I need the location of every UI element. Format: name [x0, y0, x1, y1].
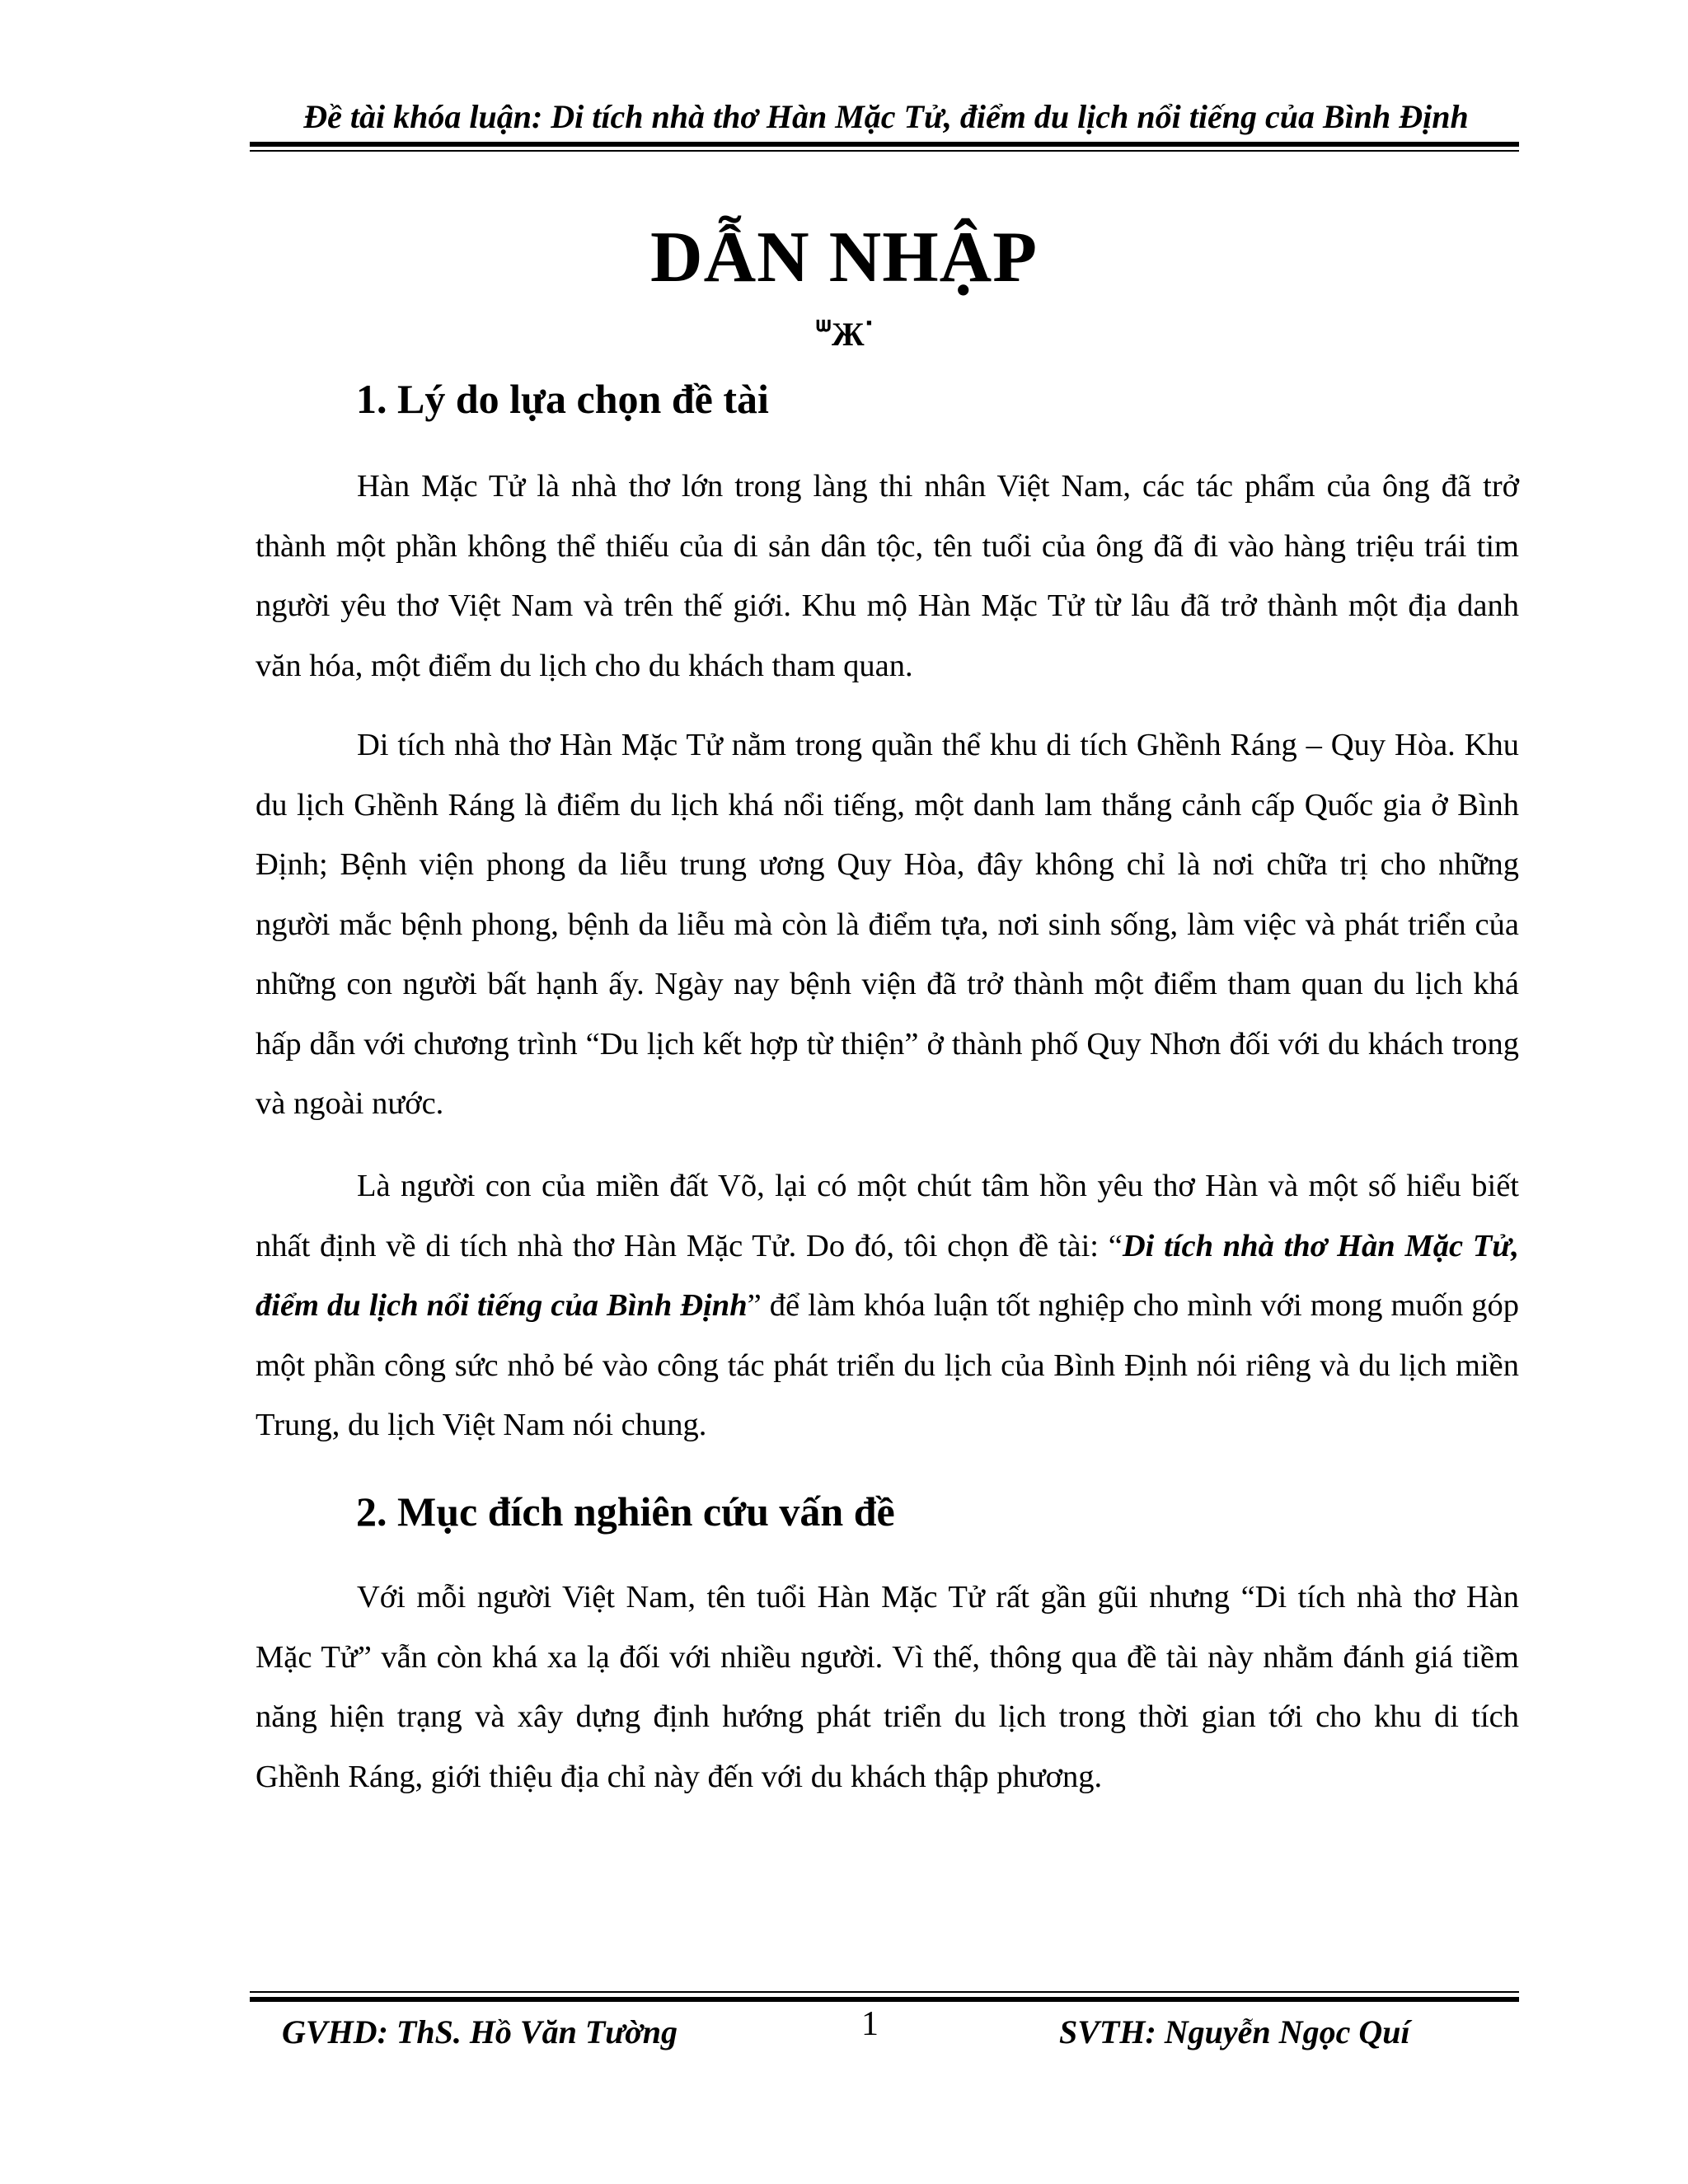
footer-rule-thick [250, 1997, 1519, 2002]
footer-rule-thin [250, 1991, 1519, 1993]
section-1-paragraph-2: Di tích nhà thơ Hàn Mặc Tử nằm trong quần thể khu di tích Ghềnh Ráng – Quy Hòa. Khu du lịch Ghềnh Ráng là điểm du lịch khá nổi tiếng, một danh lam thắng cảnh cấp Quốc gia ở Bình Định; Bệnh viện phong da liễu trung ương Quy Hòa, đây không chỉ là nơi chữa trị cho những người mắc bệnh phong, bệnh da liễu mà còn là điểm tựa, nơi sinh sống, làm việc và phát triển của những con người bất hạnh ấy. Ngày nay bệnh viện đã trở thành một điểm tham quan du lịch khá hấp dẫn với chương trình “Du lịch kết hợp từ thiện” ở thành phố Quy Nhơn đối với du khách trong và ngoài nước. [256, 728, 1519, 1121]
paragraph-3-text-before: Là người con của miền đất Võ, lại có một chút tâm hồn yêu thơ Hàn và một số hiểu biết nhất định về di tích nhà thơ Hàn Mặc Tử. Do đó, tôi chọn đề tài: “ [256, 1169, 1519, 1263]
header-rule-thick [250, 142, 1519, 147]
chapter-title: DẪN NHẬP [650, 218, 1038, 298]
advisor-label: GVHD: ThS. Hồ Văn Tường [282, 2013, 678, 2050]
section-1-heading: 1. Lý do lựa chọn đề tài [356, 376, 769, 422]
section-1-paragraph-3 [256, 1156, 1519, 1455]
section-2-heading: 2. Mục đích nghiên cứu vấn đề [356, 1488, 895, 1535]
header-rule-thin [250, 150, 1519, 152]
running-header: Đề tài khóa luận: Di tích nhà thơ Hàn Mặc Tử, điểm du lịch nổi tiếng của Bình Định [303, 98, 1469, 135]
section-1-paragraph-1: Hàn Mặc Tử là nhà thơ lớn trong làng thi nhân Việt Nam, các tác phẩm của ông đã trở thành một phần không thể thiếu của di sản dân tộc, tên tuổi của ông đã đi vào hàng triệu trái tim người yêu thơ Việt Nam và trên thế giới. Khu mộ Hàn Mặc Tử từ lâu đã trở thành một địa danh văn hóa, một điểm du lịch cho du khách tham quan. [256, 469, 1519, 683]
ornament-divider: ᐜЖᐝ [815, 316, 873, 353]
paragraph-3-text-after: ” để làm khóa luận tốt nghiệp cho mình với mong muốn góp một phần công sức nhỏ bé vào công tác phát triển du lịch của Bình Định nói riêng và du lịch miền Trung, du lịch Việt Nam nói chung. [256, 1288, 1520, 1442]
thesis-title-emphasis: Di tích nhà thơ Hàn Mặc Tử, điểm du lịch nổi tiếng của Bình Định [256, 1228, 1519, 1323]
page-number: 1 [861, 2005, 879, 2043]
section-2-paragraph-1: Với mỗi người Việt Nam, tên tuổi Hàn Mặc Tử rất gần gũi nhưng “Di tích nhà thơ Hàn Mặc Tử” vẫn còn khá xa lạ đối với nhiều người. Vì thế, thông qua đề tài này nhằm đánh giá tiềm năng hiện trạng và xây dựng định hướng phát triển du lịch trong thời gian tới cho khu di tích Ghềnh Ráng, giới thiệu địa chỉ này đến với du khách thập phương. [256, 1580, 1519, 1794]
student-label: SVTH: Nguyễn Ngọc Quí [1059, 2013, 1410, 2050]
